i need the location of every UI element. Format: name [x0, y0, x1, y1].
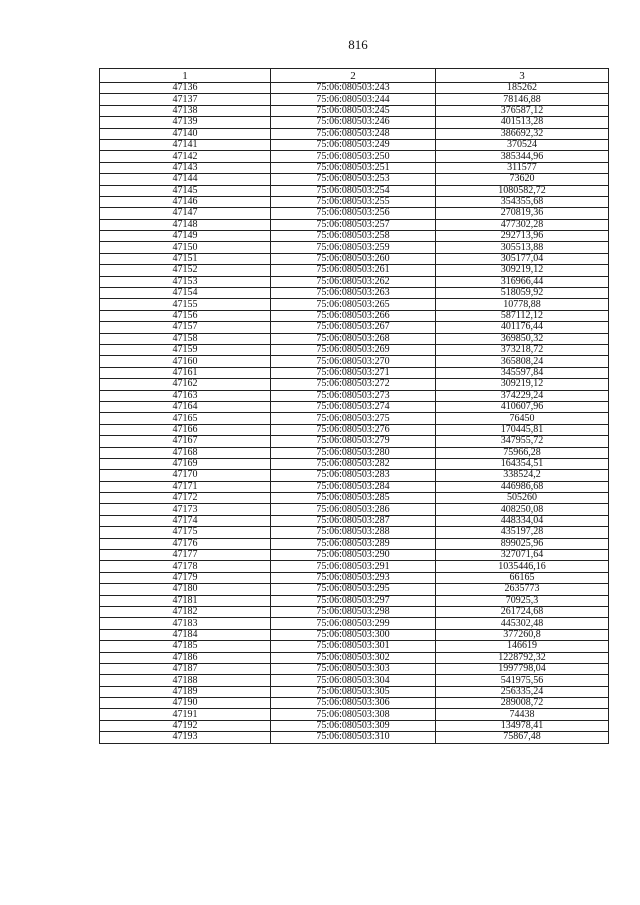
cadastral-number-cell: 75:06:080503:266 [271, 310, 436, 321]
cadastral-number-cell: 75:06:080503:272 [271, 379, 436, 390]
row-number-cell: 47159 [100, 344, 271, 355]
value-cell: 1035446,16 [436, 561, 609, 572]
value-cell: 518059,92 [436, 288, 609, 299]
table-row [100, 515, 609, 526]
column-header-2: 2 [271, 69, 436, 83]
value-cell: 305177,04 [436, 253, 609, 264]
cadastral-number-cell: 75:06:080503:250 [271, 151, 436, 162]
row-number-cell: 47165 [100, 413, 271, 424]
value-cell: 370524 [436, 139, 609, 150]
table-row [100, 310, 609, 321]
row-number-cell: 47169 [100, 458, 271, 469]
value-cell: 373218,72 [436, 344, 609, 355]
cadastral-number-cell: 75:06:080503:301 [271, 641, 436, 652]
table-row [100, 641, 609, 652]
row-number-cell: 47175 [100, 527, 271, 538]
value-cell: 338524,2 [436, 470, 609, 481]
row-number-cell: 47162 [100, 379, 271, 390]
table-row [100, 698, 609, 709]
row-number-cell: 47142 [100, 151, 271, 162]
cadastral-number-cell: 75:06:080503:260 [271, 253, 436, 264]
cadastral-number-cell: 75:06:080503:288 [271, 527, 436, 538]
value-cell: 66165 [436, 572, 609, 583]
cadastral-number-cell: 75:06:080503:298 [271, 606, 436, 617]
cadastral-number-cell: 75:06:080503:258 [271, 231, 436, 242]
cadastral-number-cell: 75:06:080503:267 [271, 322, 436, 333]
cadastral-number-cell: 75:06:080503:280 [271, 447, 436, 458]
row-number-cell: 47179 [100, 572, 271, 583]
value-cell: 316966,44 [436, 276, 609, 287]
row-number-cell: 47149 [100, 231, 271, 242]
row-number-cell: 47170 [100, 470, 271, 481]
row-number-cell: 47158 [100, 333, 271, 344]
row-number-cell: 47189 [100, 686, 271, 697]
table-row [100, 618, 609, 629]
row-number-cell: 47144 [100, 174, 271, 185]
cadastral-number-cell: 75:06:080503:282 [271, 458, 436, 469]
table-row [100, 436, 609, 447]
value-cell: 374229,24 [436, 390, 609, 401]
cadastral-number-cell: 75:06:080503:257 [271, 219, 436, 230]
row-number-cell: 47156 [100, 310, 271, 321]
row-number-cell: 47139 [100, 117, 271, 128]
table-row [100, 231, 609, 242]
table-row [100, 83, 609, 94]
cadastral-number-cell: 75:06:080503:295 [271, 584, 436, 595]
value-cell: 74438 [436, 709, 609, 720]
value-cell: 10778,88 [436, 299, 609, 310]
cadastral-number-cell: 75:06:080503:243 [271, 83, 436, 94]
table-row [100, 208, 609, 219]
row-number-cell: 47148 [100, 219, 271, 230]
cadastral-number-cell: 75:06:080503:308 [271, 709, 436, 720]
table-row [100, 732, 609, 743]
value-cell: 408250,08 [436, 504, 609, 515]
cadastral-number-cell: 75:06:080503:303 [271, 663, 436, 674]
value-cell: 365808,24 [436, 356, 609, 367]
row-number-cell: 47188 [100, 675, 271, 686]
table-row [100, 390, 609, 401]
cadastral-number-cell: 75:06:080503:262 [271, 276, 436, 287]
value-cell: 1228792,32 [436, 652, 609, 663]
value-cell: 354355,68 [436, 196, 609, 207]
value-cell: 289008,72 [436, 698, 609, 709]
value-cell: 76450 [436, 413, 609, 424]
cadastral-number-cell: 75:06:080503:273 [271, 390, 436, 401]
table-row [100, 139, 609, 150]
table-row [100, 379, 609, 390]
value-cell: 164354,51 [436, 458, 609, 469]
value-cell: 305513,88 [436, 242, 609, 253]
cadastral-number-cell: 75:06:080503:268 [271, 333, 436, 344]
row-number-cell: 47155 [100, 299, 271, 310]
value-cell: 170445,81 [436, 424, 609, 435]
table-row [100, 128, 609, 139]
table-row [100, 413, 609, 424]
row-number-cell: 47184 [100, 629, 271, 640]
table-row [100, 675, 609, 686]
table-row [100, 265, 609, 276]
value-cell: 505260 [436, 493, 609, 504]
table-row [100, 481, 609, 492]
table-row [100, 356, 609, 367]
row-number-cell: 47191 [100, 709, 271, 720]
table-row [100, 367, 609, 378]
cadastral-number-cell: 75:06:080503:285 [271, 493, 436, 504]
cadastral-number-cell: 75:06:080503:271 [271, 367, 436, 378]
value-cell: 311577 [436, 162, 609, 173]
row-number-cell: 47177 [100, 550, 271, 561]
value-cell: 385344,96 [436, 151, 609, 162]
cadastral-number-cell: 75:06:080503:254 [271, 185, 436, 196]
row-number-cell: 47183 [100, 618, 271, 629]
cadastral-number-cell: 75:06:080503:246 [271, 117, 436, 128]
row-number-cell: 47193 [100, 732, 271, 743]
table-row [100, 720, 609, 731]
value-cell: 2635773 [436, 584, 609, 595]
row-number-cell: 47176 [100, 538, 271, 549]
cadastral-number-cell: 75:06:080503:304 [271, 675, 436, 686]
row-number-cell: 47180 [100, 584, 271, 595]
cadastral-number-cell: 75:06:080503:290 [271, 550, 436, 561]
value-cell: 401513,28 [436, 117, 609, 128]
row-number-cell: 47151 [100, 253, 271, 264]
row-number-cell: 47182 [100, 606, 271, 617]
table-row [100, 470, 609, 481]
value-cell: 899025,96 [436, 538, 609, 549]
table-row [100, 322, 609, 333]
cadastral-number-cell: 75:06:080503:286 [271, 504, 436, 515]
cadastral-number-cell: 75:06:080503:275 [271, 413, 436, 424]
value-cell: 1997798,04 [436, 663, 609, 674]
cadastral-number-cell: 75:06:080503:293 [271, 572, 436, 583]
cadastral-number-cell: 75:06:080503:279 [271, 436, 436, 447]
cadastral-number-cell: 75:06:080503:302 [271, 652, 436, 663]
row-number-cell: 47137 [100, 94, 271, 105]
cadastral-number-cell: 75:06:080503:255 [271, 196, 436, 207]
column-header-3: 3 [436, 69, 609, 83]
value-cell: 410607,96 [436, 401, 609, 412]
table-row [100, 344, 609, 355]
data-table [99, 68, 609, 744]
row-number-cell: 47166 [100, 424, 271, 435]
table-row [100, 117, 609, 128]
row-number-cell: 47140 [100, 128, 271, 139]
table-row [100, 424, 609, 435]
value-cell: 292713,96 [436, 231, 609, 242]
value-cell: 587112,12 [436, 310, 609, 321]
value-cell: 401176,44 [436, 322, 609, 333]
table-row [100, 663, 609, 674]
header-row [100, 69, 609, 83]
cadastral-number-cell: 75:06:080503:269 [271, 344, 436, 355]
value-cell: 309219,12 [436, 379, 609, 390]
cadastral-number-cell: 75:06:080503:309 [271, 720, 436, 731]
value-cell: 345597,84 [436, 367, 609, 378]
cadastral-number-cell: 75:06:080503:249 [271, 139, 436, 150]
table-header [100, 69, 609, 83]
row-number-cell: 47161 [100, 367, 271, 378]
table-row [100, 288, 609, 299]
table-row [100, 94, 609, 105]
value-cell: 1080582,72 [436, 185, 609, 196]
row-number-cell: 47141 [100, 139, 271, 150]
cadastral-number-cell: 75:06:080503:291 [271, 561, 436, 572]
row-number-cell: 47185 [100, 641, 271, 652]
table-row [100, 253, 609, 264]
table-row [100, 538, 609, 549]
table-row [100, 333, 609, 344]
value-cell: 541975,56 [436, 675, 609, 686]
value-cell: 261724,68 [436, 606, 609, 617]
value-cell: 376587,12 [436, 105, 609, 116]
value-cell: 386692,32 [436, 128, 609, 139]
cadastral-number-cell: 75:06:080503:253 [271, 174, 436, 185]
value-cell: 369850,32 [436, 333, 609, 344]
cadastral-number-cell: 75:06:080503:259 [271, 242, 436, 253]
row-number-cell: 47172 [100, 493, 271, 504]
table-row [100, 447, 609, 458]
row-number-cell: 47157 [100, 322, 271, 333]
table-row [100, 629, 609, 640]
row-number-cell: 47146 [100, 196, 271, 207]
cadastral-number-cell: 75:06:080503:251 [271, 162, 436, 173]
table-row [100, 595, 609, 606]
row-number-cell: 47171 [100, 481, 271, 492]
row-number-cell: 47164 [100, 401, 271, 412]
table-row [100, 299, 609, 310]
value-cell: 477302,28 [436, 219, 609, 230]
row-number-cell: 47147 [100, 208, 271, 219]
page-number: 816 [348, 37, 368, 52]
column-header-1: 1 [100, 69, 271, 83]
value-cell: 445302,48 [436, 618, 609, 629]
row-number-cell: 47150 [100, 242, 271, 253]
cadastral-number-cell: 75:06:080503:287 [271, 515, 436, 526]
table-row [100, 584, 609, 595]
table-row [100, 527, 609, 538]
cadastral-number-cell: 75:06:080503:300 [271, 629, 436, 640]
value-cell: 270819,36 [436, 208, 609, 219]
table-row [100, 185, 609, 196]
row-number-cell: 47190 [100, 698, 271, 709]
value-cell: 377260,8 [436, 629, 609, 640]
cadastral-number-cell: 75:06:080503:265 [271, 299, 436, 310]
row-number-cell: 47181 [100, 595, 271, 606]
table-row [100, 219, 609, 230]
cadastral-number-cell: 75:06:080503:244 [271, 94, 436, 105]
value-cell: 347955,72 [436, 436, 609, 447]
table-body [100, 83, 609, 744]
row-number-cell: 47187 [100, 663, 271, 674]
value-cell: 309219,12 [436, 265, 609, 276]
cadastral-number-cell: 75:06:080503:256 [271, 208, 436, 219]
row-number-cell: 47136 [100, 83, 271, 94]
row-number-cell: 47167 [100, 436, 271, 447]
row-number-cell: 47152 [100, 265, 271, 276]
value-cell: 75867,48 [436, 732, 609, 743]
value-cell: 256335,24 [436, 686, 609, 697]
table-row [100, 162, 609, 173]
value-cell: 134978,41 [436, 720, 609, 731]
cadastral-number-cell: 75:06:080503:305 [271, 686, 436, 697]
row-number-cell: 47143 [100, 162, 271, 173]
value-cell: 185262 [436, 83, 609, 94]
table-row [100, 105, 609, 116]
cadastral-number-cell: 75:06:080503:284 [271, 481, 436, 492]
table-row [100, 276, 609, 287]
value-cell: 78146,88 [436, 94, 609, 105]
value-cell: 73620 [436, 174, 609, 185]
cadastral-number-cell: 75:06:080503:248 [271, 128, 436, 139]
row-number-cell: 47178 [100, 561, 271, 572]
table-row [100, 709, 609, 720]
table-row [100, 550, 609, 561]
row-number-cell: 47192 [100, 720, 271, 731]
value-cell: 327071,64 [436, 550, 609, 561]
table-row [100, 493, 609, 504]
cadastral-number-cell: 75:06:080503:270 [271, 356, 436, 367]
table-row [100, 196, 609, 207]
table-row [100, 652, 609, 663]
row-number-cell: 47154 [100, 288, 271, 299]
row-number-cell: 47173 [100, 504, 271, 515]
row-number-cell: 47174 [100, 515, 271, 526]
row-number-cell: 47138 [100, 105, 271, 116]
table-row [100, 686, 609, 697]
value-cell: 446986,68 [436, 481, 609, 492]
cadastral-number-cell: 75:06:080503:263 [271, 288, 436, 299]
row-number-cell: 47168 [100, 447, 271, 458]
cadastral-number-cell: 75:06:080503:289 [271, 538, 436, 549]
value-cell: 75966,28 [436, 447, 609, 458]
value-cell: 448334,04 [436, 515, 609, 526]
table-row [100, 458, 609, 469]
table-row [100, 572, 609, 583]
cadastral-number-cell: 75:06:080503:283 [271, 470, 436, 481]
cadastral-number-cell: 75:06:080503:297 [271, 595, 436, 606]
table-row [100, 504, 609, 515]
cadastral-number-cell: 75:06:080503:310 [271, 732, 436, 743]
cadastral-number-cell: 75:06:080503:245 [271, 105, 436, 116]
cadastral-number-cell: 75:06:080503:276 [271, 424, 436, 435]
table-row [100, 242, 609, 253]
value-cell: 146619 [436, 641, 609, 652]
row-number-cell: 47145 [100, 185, 271, 196]
table-row [100, 401, 609, 412]
cadastral-number-cell: 75:06:080503:306 [271, 698, 436, 709]
value-cell: 435197,28 [436, 527, 609, 538]
value-cell: 70925,3 [436, 595, 609, 606]
row-number-cell: 47160 [100, 356, 271, 367]
row-number-cell: 47163 [100, 390, 271, 401]
row-number-cell: 47186 [100, 652, 271, 663]
table-row [100, 174, 609, 185]
table-row [100, 561, 609, 572]
table-row [100, 606, 609, 617]
cadastral-number-cell: 75:06:080503:261 [271, 265, 436, 276]
cadastral-number-cell: 75:06:080503:299 [271, 618, 436, 629]
cadastral-number-cell: 75:06:080503:274 [271, 401, 436, 412]
table-row [100, 151, 609, 162]
row-number-cell: 47153 [100, 276, 271, 287]
